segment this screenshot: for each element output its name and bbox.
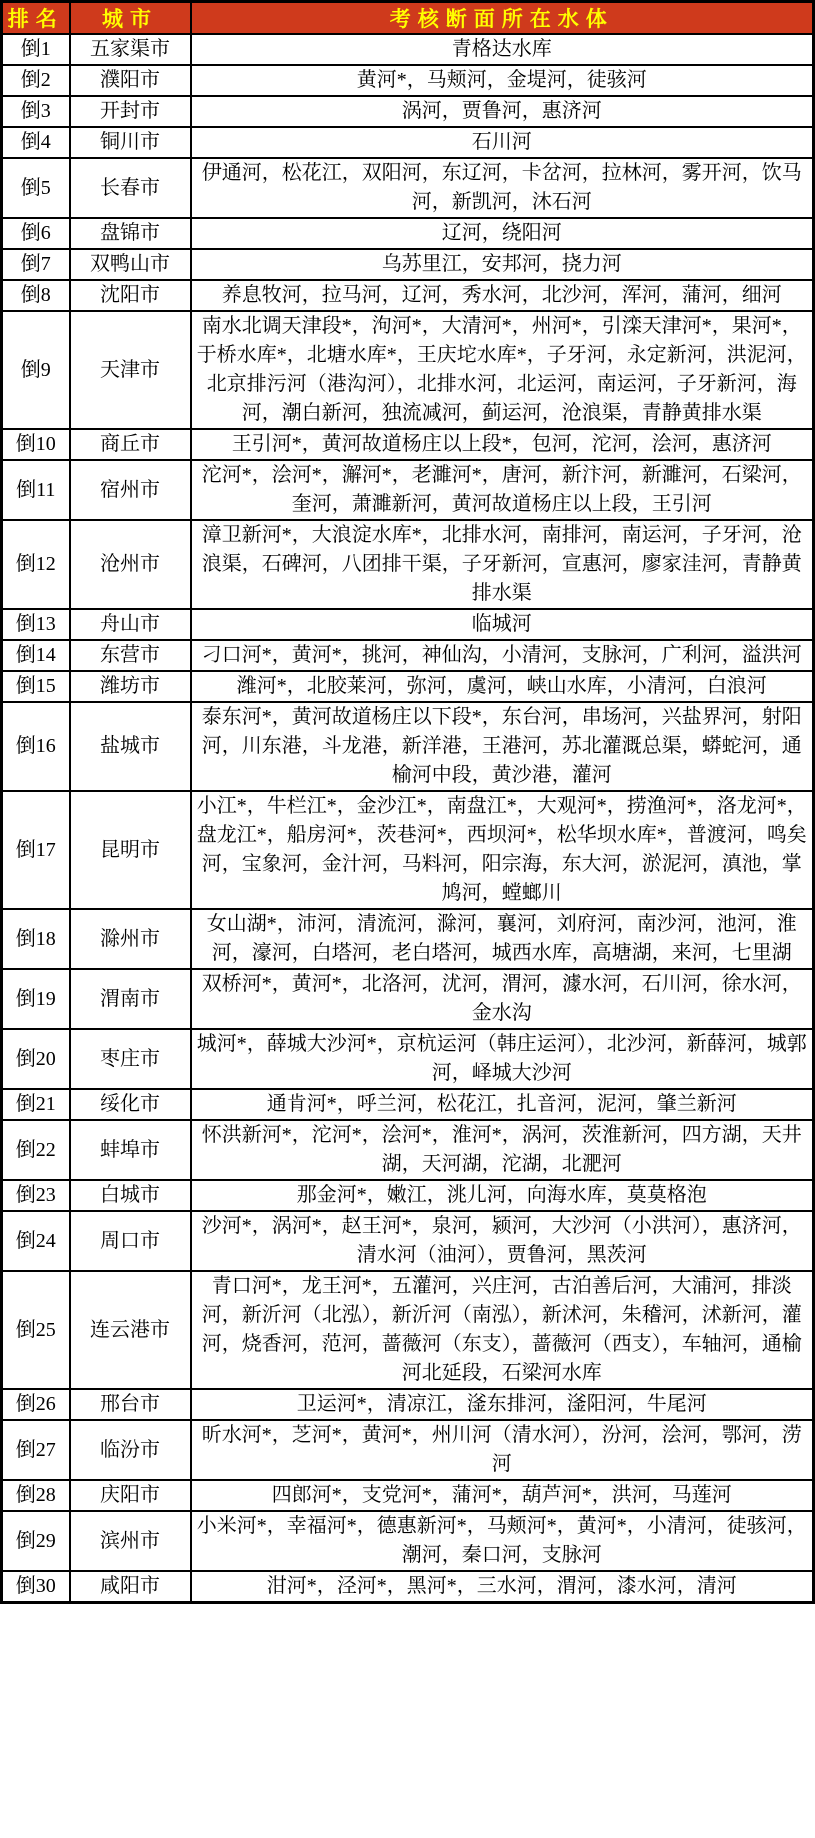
rank-cell: 倒18: [2, 909, 70, 969]
water-body-cell: 石川河: [191, 127, 814, 158]
table-row: [2, 969, 814, 1029]
table-row: [2, 65, 814, 96]
city-cell: 长春市: [70, 158, 191, 218]
rank-cell: 倒5: [2, 158, 70, 218]
water-body-cell: 沱河*，浍河*，澥河*，老濉河*，唐河，新汴河，新濉河，石梁河，奎河，萧濉新河，黄河故道杨庄以上段，王引河: [191, 460, 814, 520]
city-cell: 盐城市: [70, 702, 191, 791]
water-body-cell: 南水北调天津段*，泃河*，大清河*，州河*，引滦天津河*，果河*，于桥水库*，北塘水库*，王庆坨水库*，子牙河，永定新河，洪泥河，北京排污河（港沟河），北排水河，北运河，南运河，子牙新河，海河，潮白新河，独流减河，蓟运河，沧浪渠，青静黄排水渠: [191, 311, 814, 429]
water-body-cell: 辽河，绕阳河: [191, 218, 814, 249]
table-row: [2, 1120, 814, 1180]
table-row: [2, 1271, 814, 1389]
water-body-cell: 双桥河*，黄河*，北洛河，沋河，渭河，澽水河，石川河，徐水河，金水沟: [191, 969, 814, 1029]
rank-cell: 倒8: [2, 280, 70, 311]
water-body-cell: 泰东河*，黄河故道杨庄以下段*，东台河，串场河，兴盐界河，射阳河，川东港，斗龙港，新洋港，王港河，苏北灌溉总渠，蟒蛇河，通榆河中段，黄沙港，灌河: [191, 702, 814, 791]
water-body-cell: 小江*，牛栏江*，金沙江*，南盘江*，大观河*，捞渔河*，洛龙河*，盘龙江*，船房河*，茨巷河*，西坝河*，松华坝水库*，普渡河，鸣矣河，宝象河，金汁河，马料河，阳宗海，东大河，淤泥河，滇池，掌鸠河，螳螂川: [191, 791, 814, 909]
table-row: [2, 158, 814, 218]
water-body-cell: 四郎河*，支党河*，蒲河*，葫芦河*，洪河，马莲河: [191, 1480, 814, 1511]
water-body-cell: 乌苏里江，安邦河，挠力河: [191, 249, 814, 280]
rank-cell: 倒9: [2, 311, 70, 429]
water-body-cell: 女山湖*，沛河，清流河，滁河，襄河，刘府河，南沙河，池河，淮河，濠河，白塔河，老白塔河，城西水库，高塘湖，来河，七里湖: [191, 909, 814, 969]
rank-cell: 倒1: [2, 34, 70, 65]
table-row: [2, 609, 814, 640]
city-cell: 宿州市: [70, 460, 191, 520]
city-cell: 盘锦市: [70, 218, 191, 249]
table-row: [2, 127, 814, 158]
city-cell: 枣庄市: [70, 1029, 191, 1089]
rank-cell: 倒6: [2, 218, 70, 249]
water-body-column-header: 考核断面所在水体: [191, 2, 814, 35]
table-row: [2, 1389, 814, 1420]
city-cell: 开封市: [70, 96, 191, 127]
city-cell: 铜川市: [70, 127, 191, 158]
city-cell: 舟山市: [70, 609, 191, 640]
rank-cell: 倒2: [2, 65, 70, 96]
rank-cell: 倒25: [2, 1271, 70, 1389]
city-column-header: 城市: [70, 2, 191, 35]
rank-cell: 倒15: [2, 671, 70, 702]
table-row: [2, 280, 814, 311]
city-cell: 濮阳市: [70, 65, 191, 96]
rank-cell: 倒30: [2, 1571, 70, 1603]
city-cell: 白城市: [70, 1180, 191, 1211]
table-row: [2, 1029, 814, 1089]
table-row: [2, 1420, 814, 1480]
water-body-cell: 青口河*，龙王河*，五灌河，兴庄河，古泊善后河，大浦河，排淡河，新沂河（北泓），新沂河（南泓），新沭河，朱稽河，沭新河，灌河，烧香河，范河，蔷薇河（东支），蔷薇河（西支），车轴河，通榆河北延段，石梁河水库: [191, 1271, 814, 1389]
rank-cell: 倒21: [2, 1089, 70, 1120]
water-body-cell: 沙河*，涡河*，赵王河*，泉河，颍河，大沙河（小洪河），惠济河，清水河（油河），贾鲁河，黑茨河: [191, 1211, 814, 1271]
table-row: [2, 702, 814, 791]
rank-cell: 倒29: [2, 1511, 70, 1571]
water-body-cell: 养息牧河，拉马河，辽河，秀水河，北沙河，浑河，蒲河，细河: [191, 280, 814, 311]
rank-cell: 倒12: [2, 520, 70, 609]
city-cell: 天津市: [70, 311, 191, 429]
water-body-cell: 昕水河*，芝河*，黄河*，州川河（清水河），汾河，浍河，鄂河，涝河: [191, 1420, 814, 1480]
table-row: [2, 1571, 814, 1603]
water-body-cell: 通肯河*，呼兰河，松花江，扎音河，泥河，肇兰新河: [191, 1089, 814, 1120]
table-row: [2, 520, 814, 609]
table-row: [2, 1089, 814, 1120]
rank-cell: 倒23: [2, 1180, 70, 1211]
table-row: [2, 909, 814, 969]
city-cell: 邢台市: [70, 1389, 191, 1420]
table-row: [2, 429, 814, 460]
water-body-cell: 城河*，薛城大沙河*，京杭运河（韩庄运河），北沙河，新薛河，城郭河，峄城大沙河: [191, 1029, 814, 1089]
city-cell: 商丘市: [70, 429, 191, 460]
rank-cell: 倒10: [2, 429, 70, 460]
water-body-cell: 黄河*，马颊河，金堤河，徒骇河: [191, 65, 814, 96]
water-body-cell: 泔河*，泾河*，黑河*，三水河，渭河，漆水河，清河: [191, 1571, 814, 1603]
city-cell: 周口市: [70, 1211, 191, 1271]
rank-cell: 倒16: [2, 702, 70, 791]
city-cell: 连云港市: [70, 1271, 191, 1389]
rank-cell: 倒20: [2, 1029, 70, 1089]
table-row: [2, 249, 814, 280]
water-body-cell: 卫运河*，清凉江，滏东排河，滏阳河，牛尾河: [191, 1389, 814, 1420]
table-row: [2, 96, 814, 127]
table-row: [2, 1480, 814, 1511]
water-body-cell: 小米河*，幸福河*，德惠新河*，马颊河*，黄河*，小清河，徒骇河，潮河，秦口河，支脉河: [191, 1511, 814, 1571]
rank-cell: 倒27: [2, 1420, 70, 1480]
header-row: [2, 2, 814, 35]
city-cell: 蚌埠市: [70, 1120, 191, 1180]
rank-cell: 倒17: [2, 791, 70, 909]
city-cell: 五家渠市: [70, 34, 191, 65]
table-row: [2, 640, 814, 671]
rank-cell: 倒28: [2, 1480, 70, 1511]
table-row: [2, 791, 814, 909]
city-cell: 沈阳市: [70, 280, 191, 311]
rank-cell: 倒11: [2, 460, 70, 520]
table-row: [2, 218, 814, 249]
rank-cell: 倒13: [2, 609, 70, 640]
water-body-cell: 怀洪新河*，沱河*，浍河*，淮河*，涡河，茨淮新河，四方湖，天井湖，天河湖，沱湖，北淝河: [191, 1120, 814, 1180]
rank-cell: 倒7: [2, 249, 70, 280]
city-cell: 渭南市: [70, 969, 191, 1029]
water-body-cell: 刁口河*，黄河*，挑河，神仙沟，小清河，支脉河，广利河，溢洪河: [191, 640, 814, 671]
rank-cell: 倒14: [2, 640, 70, 671]
city-cell: 滨州市: [70, 1511, 191, 1571]
city-cell: 昆明市: [70, 791, 191, 909]
rank-cell: 倒19: [2, 969, 70, 1029]
rank-cell: 倒26: [2, 1389, 70, 1420]
table-row: [2, 34, 814, 65]
table-row: [2, 1211, 814, 1271]
table-row: [2, 671, 814, 702]
water-body-cell: 涡河，贾鲁河，惠济河: [191, 96, 814, 127]
city-cell: 滁州市: [70, 909, 191, 969]
water-body-cell: 伊通河，松花江，双阳河，东辽河，卡岔河，拉林河，雾开河，饮马河，新凯河，沐石河: [191, 158, 814, 218]
city-cell: 咸阳市: [70, 1571, 191, 1603]
table-body: [2, 34, 814, 1603]
city-cell: 沧州市: [70, 520, 191, 609]
city-cell: 绥化市: [70, 1089, 191, 1120]
water-body-cell: 潍河*，北胶莱河，弥河，虞河，峡山水库，小清河，白浪河: [191, 671, 814, 702]
water-body-cell: 漳卫新河*，大浪淀水库*，北排水河，南排河，南运河，子牙河，沧浪渠，石碑河，八团排干渠，子牙新河，宣惠河，廖家洼河，青静黄排水渠: [191, 520, 814, 609]
rank-cell: 倒24: [2, 1211, 70, 1271]
table-row: [2, 1180, 814, 1211]
table-row: [2, 1511, 814, 1571]
city-cell: 临汾市: [70, 1420, 191, 1480]
rank-cell: 倒3: [2, 96, 70, 127]
water-body-cell: 那金河*，嫩江，洮儿河，向海水库，莫莫格泡: [191, 1180, 814, 1211]
rank-cell: 倒22: [2, 1120, 70, 1180]
city-cell: 双鸭山市: [70, 249, 191, 280]
city-cell: 庆阳市: [70, 1480, 191, 1511]
table-row: [2, 460, 814, 520]
city-cell: 东营市: [70, 640, 191, 671]
table-row: [2, 311, 814, 429]
rank-column-header: 排名: [2, 2, 70, 35]
water-body-cell: 青格达水库: [191, 34, 814, 65]
city-cell: 潍坊市: [70, 671, 191, 702]
water-body-cell: 临城河: [191, 609, 814, 640]
rank-cell: 倒4: [2, 127, 70, 158]
water-body-cell: 王引河*，黄河故道杨庄以上段*，包河，沱河，浍河，惠济河: [191, 429, 814, 460]
